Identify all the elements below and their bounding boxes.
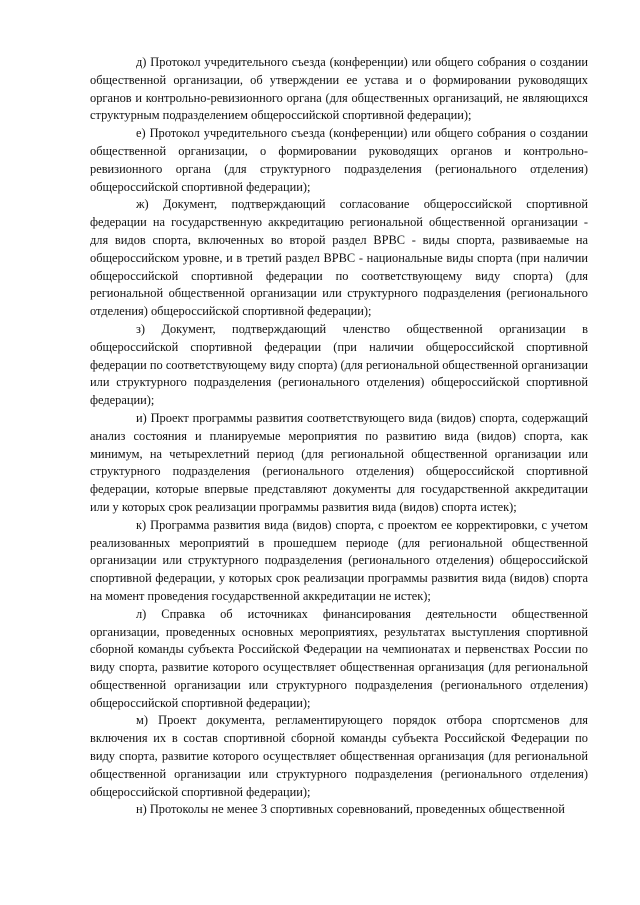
paragraph-e: е) Протокол учредительного съезда (конференции) или общего собрания о создании общественной организации, о формировании руководящих органов и контрольно-ревизионного органа (для структурного подразделения (регионального отделения) общероссийской спортивной федерации); — [90, 126, 588, 194]
paragraph-z: з) Документ, подтверждающий членство общественной организации в общероссийской спортивной федерации (при наличии общероссийской спортивной федерации по соответствующему виду спорта) (для региональной общественной организации или структурного подразделения (регионального отделения) общероссийской спортивной федерации); — [90, 321, 588, 408]
paragraph-k: к) Программа развития вида (видов) спорта, с проектом ее корректировки, с учетом реализованных мероприятий в прошедшем периоде (для региональной общественной организации или структурного подразделения (регионального отделения) общероссийской спортивной федерации, у которых срок реализации программы развития вида (видов) спорта на момент проведения государственной аккредитации не истек); — [90, 517, 588, 603]
paragraph-l: л) Справка об источниках финансирования деятельности общественной организации, проведенных основных мероприятиях, результатах выступления спортивной сборной команды субъекта Российской Федерации на чемпионатах и первенствах России по виду спорта, развитие которого осуществляет общественная организация (для региональной общественной организации или структурного подразделения (регионального отделения) общероссийской спортивной федерации); — [90, 606, 588, 710]
paragraph-i: и) Проект программы развития соответствующего вида (видов) спорта, содержащий анализ состояния и планируемые мероприятия по развитию вида (видов) спорта, как минимум, на четырехлетний период (для региональной общественной организации или структурного подразделения (регионального отделения) общероссийской спортивной федерации, которые впервые представляют документы для государственной аккредитации или у которых срок реализации программы развития вида (видов) спорта истек); — [90, 410, 588, 514]
paragraph-n: н) Протоколы не менее 3 спортивных соревнований, проведенных общественной — [136, 802, 565, 817]
document-body — [90, 54, 588, 819]
paragraph-zh: ж) Документ, подтверждающий согласование общероссийской спортивной федерации на государственную аккредитацию региональной общественной организации - для видов спорта, включенных во второй раздел ВРВС - виды спорта, развиваемые на общероссийском уровне, и в третий раздел ВРВС - национальные виды спорта (при наличии общероссийской спортивной федерации по соответствующему виду спорта) (для региональной общественной организации или структурного подразделения (регионального отделения) общероссийской спортивной федерации); — [90, 197, 588, 319]
paragraph-m: м) Проект документа, регламентирующего порядок отбора спортсменов для включения их в состав спортивной сборной команды субъекта Российской Федерации по виду спорта, развитие которого осуществляет общественная организация (для региональной общественной организации или структурного подразделения (регионального отделения) общероссийской спортивной федерации); — [90, 713, 588, 799]
paragraph-d: д) Протокол учредительного съезда (конференции) или общего собрания о создании общественной организации, об утверждении ее устава и о формировании руководящих органов и контрольно-ревизионного органа (для общественных организаций, не являющихся структурным подразделением общероссийской спортивной федерации); — [90, 55, 588, 123]
